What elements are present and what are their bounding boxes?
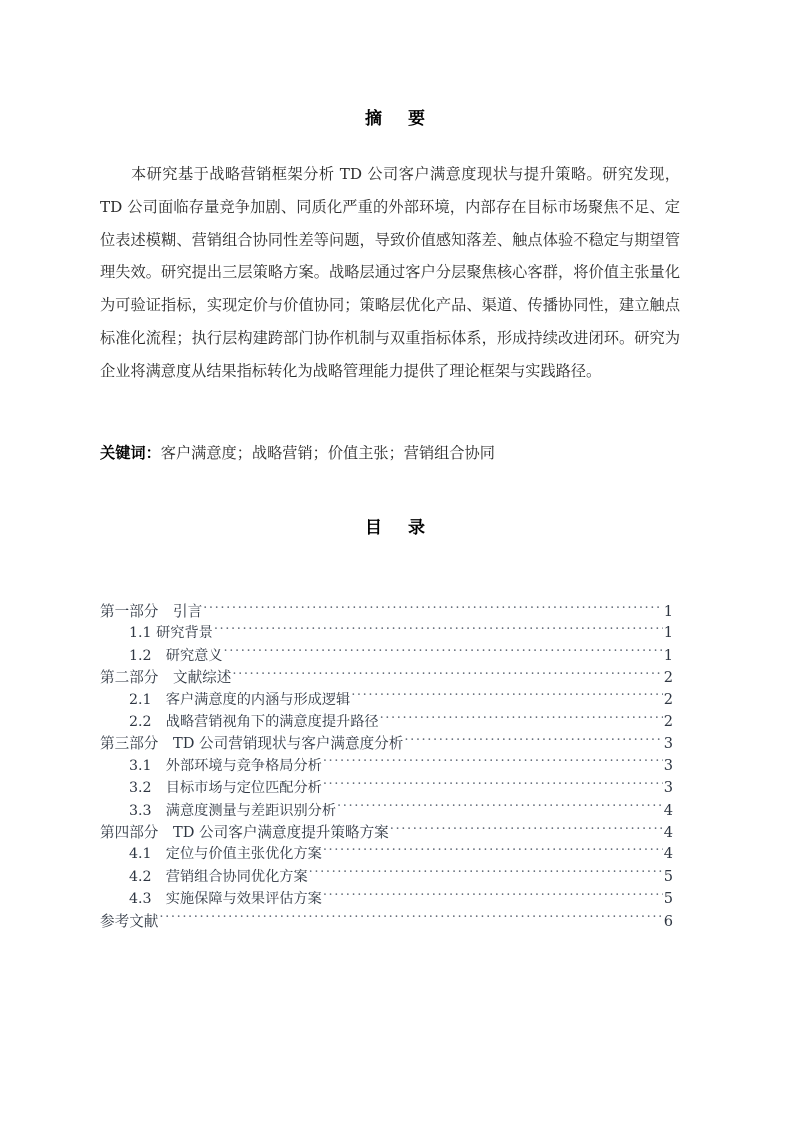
toc-entry-page-number: 1 bbox=[663, 603, 673, 620]
toc-entry-page-number: 2 bbox=[663, 669, 673, 687]
toc-entry-page-number: 4 bbox=[663, 824, 673, 842]
toc-entry[interactable] bbox=[100, 777, 673, 799]
toc-entry[interactable] bbox=[100, 622, 673, 644]
toc-entry-page-number: 2 bbox=[663, 690, 673, 708]
toc-entry-title: 第四部分 TD 公司客户满意度提升策略方案 bbox=[100, 824, 389, 842]
toc-entry-title: 第一部分 引言 bbox=[100, 603, 203, 620]
toc-entry-title: 3.1 外部环境与竞争格局分析 bbox=[129, 757, 322, 774]
toc-entry[interactable] bbox=[100, 711, 673, 733]
toc-entry[interactable] bbox=[100, 888, 673, 910]
toc-entry-page-number: 4 bbox=[663, 845, 673, 863]
toc-entry-title: 2.1 客户满意度的内涵与形成逻辑 bbox=[129, 691, 351, 708]
toc-entry[interactable] bbox=[100, 800, 673, 822]
toc-entry-page-number: 3 bbox=[663, 756, 673, 774]
toc-entry[interactable] bbox=[100, 911, 673, 932]
toc-entry[interactable] bbox=[100, 755, 673, 777]
toc-entry-page-number: 1 bbox=[663, 624, 673, 642]
toc-leader-dots bbox=[224, 646, 663, 660]
toc-entry[interactable] bbox=[100, 733, 673, 754]
toc-entry-page-number: 6 bbox=[663, 912, 673, 930]
toc-leader-dots bbox=[380, 712, 663, 726]
table-of-contents bbox=[100, 601, 673, 932]
abstract-heading: 摘 要 bbox=[365, 109, 435, 129]
toc-entry[interactable] bbox=[100, 843, 673, 865]
toc-leader-dots bbox=[323, 844, 663, 858]
keywords-label: 关键词： bbox=[100, 444, 161, 462]
toc-leader-dots bbox=[309, 867, 663, 881]
toc-entry-title: 3.2 目标市场与定位匹配分析 bbox=[129, 780, 322, 797]
toc-leader-dots bbox=[323, 756, 663, 770]
toc-entry-title: 第二部分 文献综述 bbox=[100, 669, 232, 687]
toc-leader-dots bbox=[323, 778, 663, 792]
toc-entry[interactable] bbox=[100, 645, 673, 667]
toc-entry-title: 4.1 定位与价值主张优化方案 bbox=[129, 846, 322, 863]
toc-entry-title: 参考文献 bbox=[100, 912, 159, 930]
toc-leader-dots bbox=[323, 889, 663, 903]
toc-entry-title: 1.1 研究背景 bbox=[129, 625, 213, 642]
toc-entry-page-number: 4 bbox=[663, 801, 673, 819]
toc-entry-page-number: 3 bbox=[663, 735, 673, 753]
toc-leader-dots bbox=[404, 734, 662, 749]
keywords-line bbox=[100, 440, 680, 466]
toc-entry-page-number: 5 bbox=[663, 867, 673, 885]
toc-leader-dots bbox=[214, 623, 663, 637]
toc-leader-dots bbox=[159, 911, 662, 926]
toc-leader-dots bbox=[337, 800, 663, 814]
toc-entry-page-number: 3 bbox=[663, 779, 673, 797]
abstract-body-text: 本研究基于战略营销框架分析 TD 公司客户满意度现状与提升策略。研究发现，TD 公司面临存量竞争加剧、同质化严重的外部环境，内部存在目标市场聚焦不足、定位表述模糊、营销组合协同性差等问题，导致价值感知落差、触点体验不稳定与期望管理失效。研究提出三层策略方案。战略层通过客户分层聚焦核心客群，将价值主张量化为可验证指标，实现定价与价值协同；策略层优化产品、渠道、传播协同性，建立触点标准化流程；执行层构建跨部门协作机制与双重指标体系，形成持续改进闭环。研究为企业将满意度从结果指标转化为战略管理能力提供了理论框架与实践路径。 bbox=[100, 165, 680, 380]
toc-entry[interactable] bbox=[100, 601, 673, 622]
toc-entry-page-number: 1 bbox=[663, 646, 673, 664]
toc-entry-title: 1.2 研究意义 bbox=[129, 647, 223, 664]
toc-leader-dots bbox=[351, 689, 663, 703]
toc-leader-dots bbox=[390, 822, 663, 837]
toc-entry-title: 4.3 实施保障与效果评估方案 bbox=[129, 891, 322, 908]
toc-entry[interactable] bbox=[100, 667, 673, 688]
toc-entry-title: 2.2 战略营销视角下的满意度提升路径 bbox=[129, 714, 379, 731]
toc-leader-dots bbox=[203, 601, 663, 616]
toc-heading: 目 录 bbox=[365, 518, 435, 538]
keywords-value: 客户满意度；战略营销；价值主张；营销组合协同 bbox=[160, 444, 495, 462]
toc-entry-title: 4.2 营销组合协同优化方案 bbox=[129, 868, 308, 885]
toc-entry[interactable] bbox=[100, 689, 673, 711]
toc-entry-page-number: 2 bbox=[663, 713, 673, 731]
toc-entry-title: 3.3 满意度测量与差距识别分析 bbox=[129, 802, 337, 819]
toc-leader-dots bbox=[232, 668, 662, 683]
toc-entry-page-number: 5 bbox=[663, 890, 673, 908]
toc-entry-title: 第三部分 TD 公司营销现状与客户满意度分析 bbox=[100, 735, 404, 753]
toc-entry[interactable] bbox=[100, 822, 673, 843]
toc-entry[interactable] bbox=[100, 866, 673, 888]
